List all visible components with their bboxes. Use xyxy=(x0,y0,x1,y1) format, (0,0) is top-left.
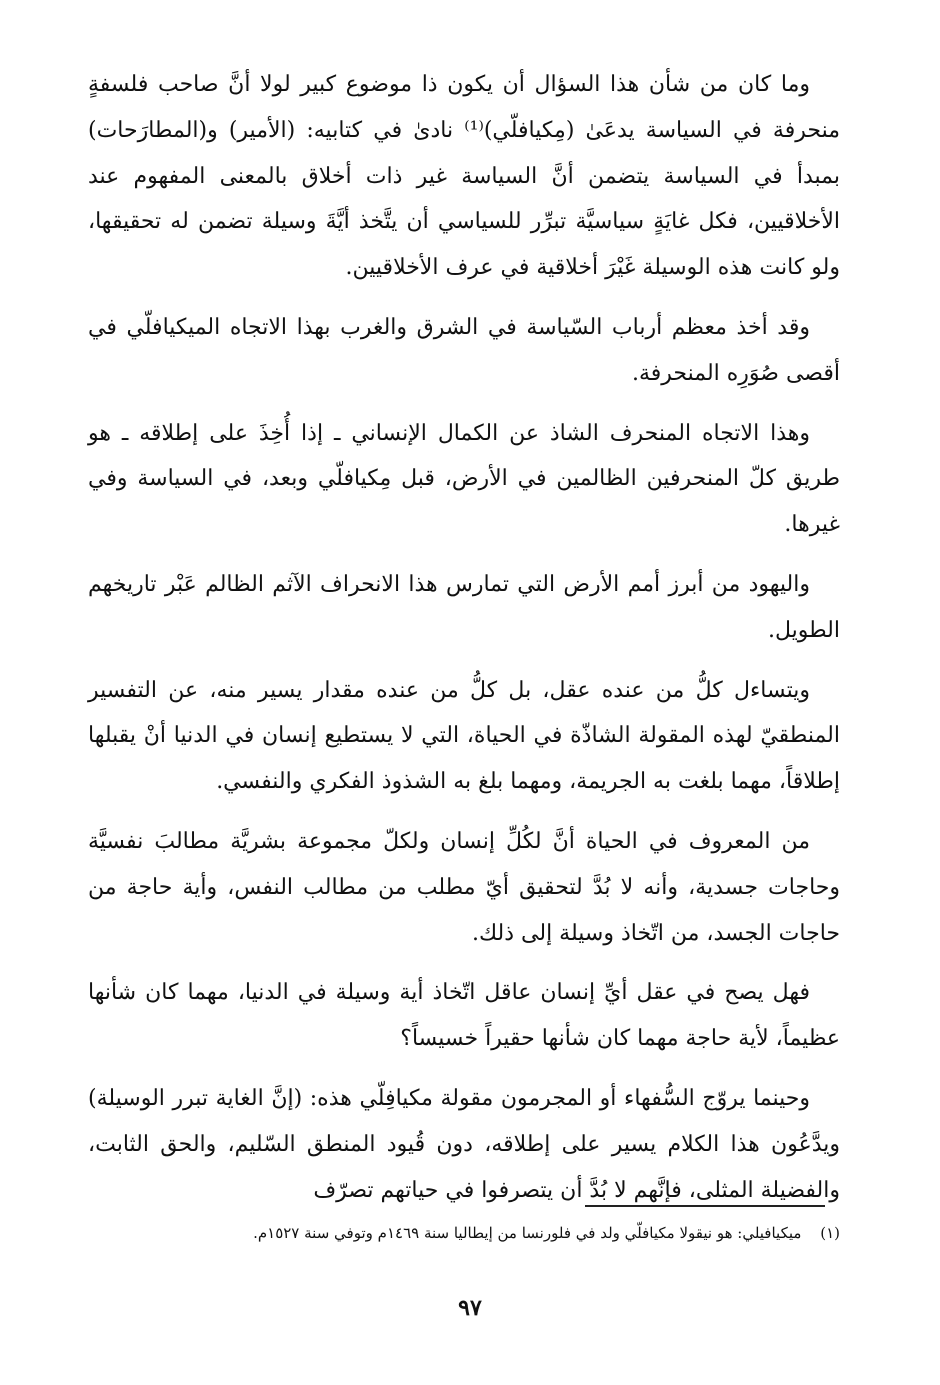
footnote xyxy=(88,1220,840,1246)
footnote-number: (١) xyxy=(820,1224,840,1242)
page-body xyxy=(88,62,840,1227)
paragraph-5: ويتساءل كلُّ من عنده عقل، بل كلُّ من عنده مقدار يسير منه، عن التفسير المنطقيّ لهذه المقولة الشاذّة في الحياة، التي لا يستطيع إنسان في الدنيا أنْ يقبلها إطلاقاً، مهما بلغت به الجريمة، ومهما بلغ به الشذوذ الفكري والنفسي. xyxy=(88,677,840,795)
paragraph-1: وما كان من شأن هذا السؤال أن يكون ذا موضوع كبير لولا أنَّ صاحب فلسفةٍ منحرفة في السياسة يدعَىٰ (مِكيافلّي)⁽¹⁾ نادىٰ في كتابيه: (الأمير) و(المطارَحات) بمبدأ في السياسة يتضمن أنَّ السياسة غير ذات أخلاق بالمعنى المفهوم عند الأخلاقيين، فكل غايَةٍ سياسيَّة تبرِّر للسياسي أن يتَّخذ أيَّةَ وسيلة تضمن له تحقيقها، ولو كانت هذه الوسيلة غَيْرَ أخلاقية في عرف الأخلاقيين. xyxy=(88,72,840,281)
paragraph-7: فهل يصح في عقل أيِّ إنسان عاقل اتّخاذ أية وسيلة في الدنيا، مهما كان شأنها عظيماً، لأية حاجة مهما كان شأنها حقيراً خسيساً؟ xyxy=(88,980,840,1052)
paragraph-8: وحينما يروّج السُّفهاء أو المجرمون مقولة مكيافِلّي هذه: (إنَّ الغاية تبرر الوسيلة) ويدَّعُون هذا الكلام يسير على إطلاقه، دون قُيود المنطق السّليم، والحق الثابت، والفضيلة المثلى، فإنَّهم لا بُدَّ أن يتصرفوا في حياتهم تصرّف xyxy=(88,1085,840,1203)
footnote-text: ميكيافيلي: هو نيقولا مكيافلّي ولد في فلورنسا من إيطاليا سنة ١٤٦٩م وتوفي سنة ١٥٢٧م. xyxy=(253,1224,802,1242)
page-number: ٩٧ xyxy=(458,1295,482,1321)
paragraph-6: من المعروف في الحياة أنَّ لكُلِّ إنسان ولكلّ مجموعة بشريَّة مطالبَ نفسيَّة وحاجات جسدية، وأنه لا بُدَّ لتحقيق أيّ مطلب من مطالب النفس، وأية حاجة من حاجات الجسد، من اتّخاذ وسيلة إلى ذلك. xyxy=(88,828,840,946)
paragraph-2: وقد أخذ معظم أرباب السّياسة في الشرق والغرب بهذا الاتجاه الميكيافلّي في أقصى صُوَرِه المنحرفة. xyxy=(88,314,840,386)
paragraph-3: وهذا الاتجاه المنحرف الشاذ عن الكمال الإنساني ـ إذا أُخِذَ على إطلاقه ـ هو طريق كلّ المنحرفين الظالمين في الأرض، قبل مِكيافلّي وبعد، في السياسة وفي غيرها. xyxy=(88,420,840,538)
footnote-divider xyxy=(585,1205,825,1207)
paragraph-4: واليهود من أبرز أمم الأرض التي تمارس هذا الانحراف الآثم الظالم عَبْر تاريخهم الطويل. xyxy=(88,571,840,643)
